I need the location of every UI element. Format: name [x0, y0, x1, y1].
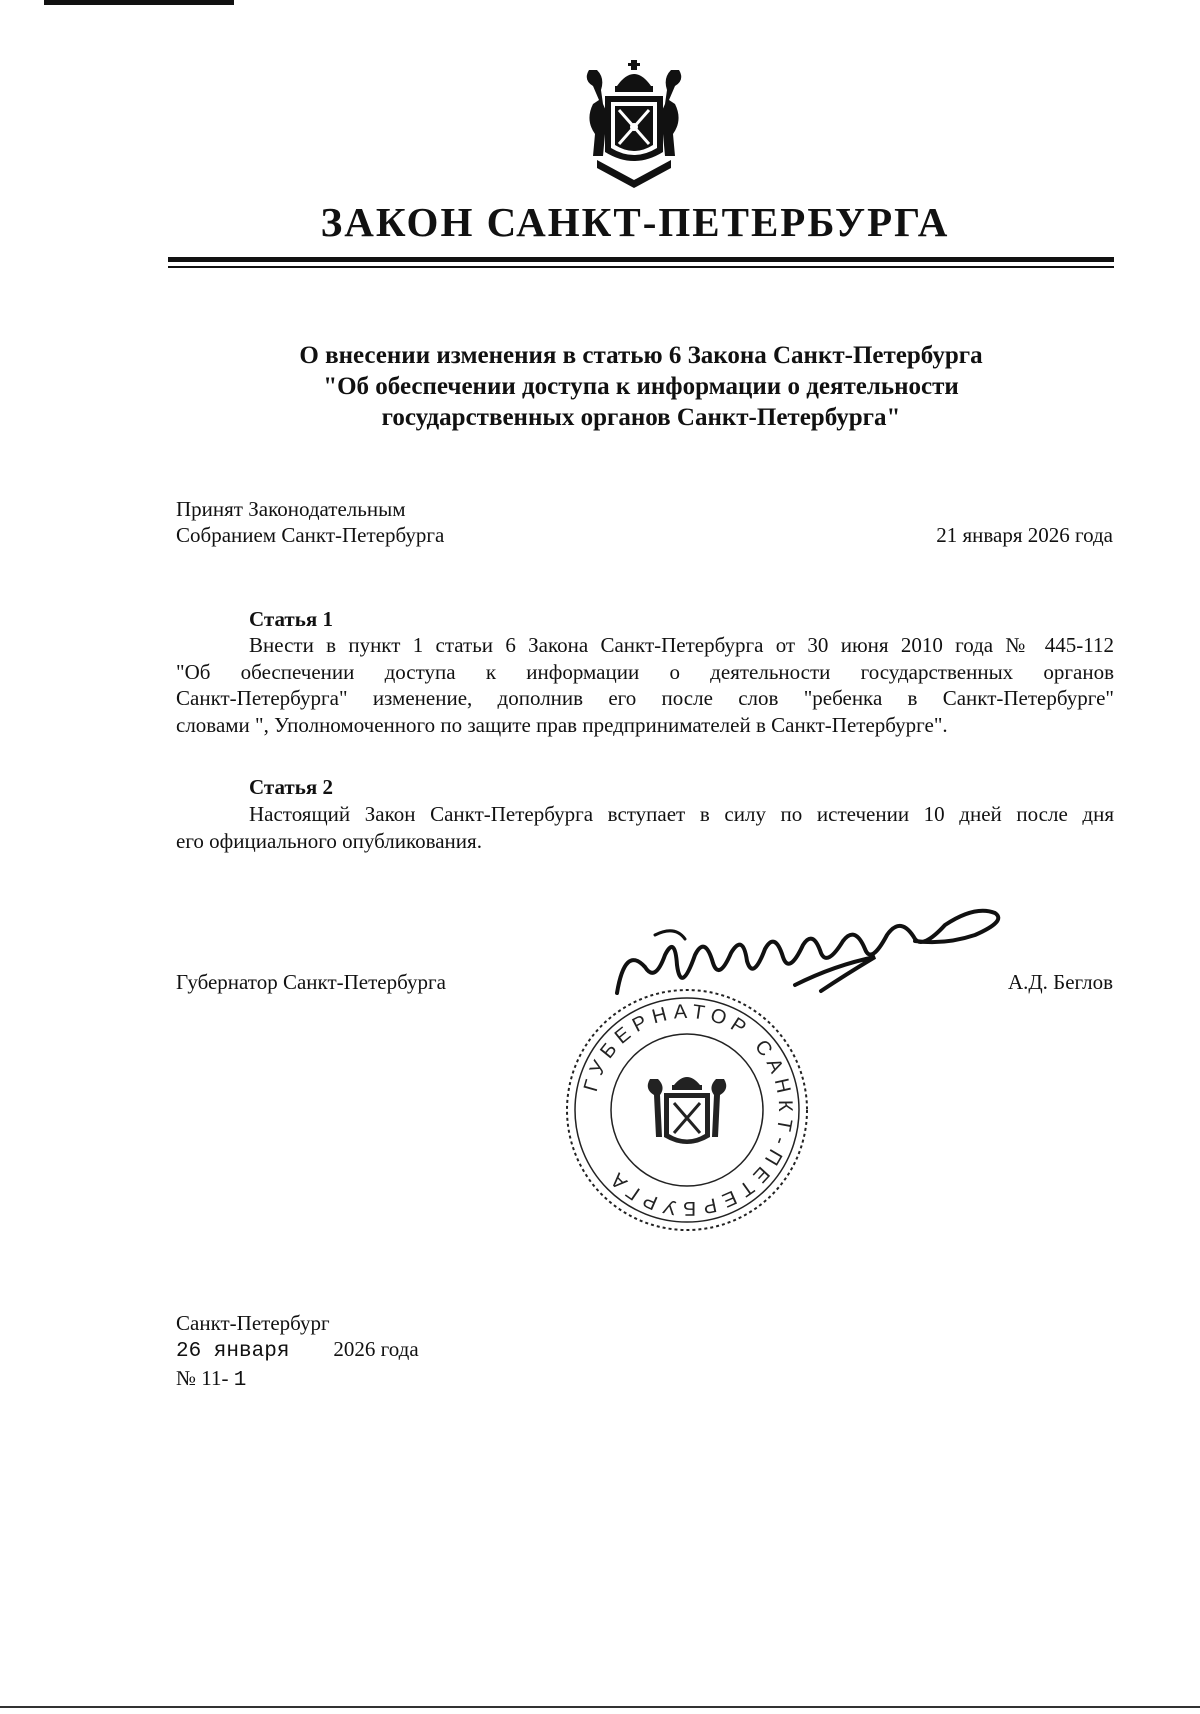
signing-year: 2026 года — [333, 1337, 419, 1361]
official-seal — [562, 985, 812, 1235]
article-1-text — [176, 632, 1114, 738]
signing-date — [176, 1336, 419, 1365]
article-2-heading: Статья 2 — [249, 775, 333, 799]
title-line: "Об обеспечении доступа к информации о деятельности — [323, 373, 959, 400]
signing-place: Санкт-Петербург — [176, 1311, 330, 1335]
article-text-line: его официального опубликования. — [176, 828, 482, 853]
coat-of-arms-emblem — [579, 60, 689, 188]
title-line: О внесении изменения в статью 6 Закона Санкт-Петербурга — [299, 342, 983, 369]
law-number-prefix: № 11- — [176, 1366, 229, 1390]
header-rule-thick — [168, 257, 1114, 262]
scan-edge-mark — [44, 0, 234, 5]
adoption-line: Принят Законодательным — [176, 497, 406, 521]
article-text-line: "Об обеспечении доступа к информации о деятельности государственных органов — [176, 659, 1114, 684]
governor-name: А.Д. Беглов — [1007, 970, 1113, 994]
article-2-text — [176, 801, 1114, 854]
law-number-value: 1 — [233, 1369, 247, 1392]
scan-bottom-edge — [0, 1706, 1200, 1708]
article-text-line: Внести в пункт 1 статьи 6 Закона Санкт-Петербурга от 30 июня 2010 года № 445-112 — [249, 633, 1114, 657]
signing-day-month: 26 января — [176, 1340, 290, 1363]
article-text-line: Настоящий Закон Санкт-Петербурга вступает в силу по истечении 10 дней после дня — [249, 802, 1114, 826]
article-text-line: Санкт-Петербурга" изменение, дополнив его после слов "ребенка в Санкт-Петербурге" — [176, 686, 1114, 710]
law-header: ЗАКОН САНКТ-ПЕТЕРБУРГА — [320, 199, 950, 245]
law-title — [168, 340, 1114, 433]
article-text-line: словами ", Уполномоченного по защите прав предпринимателей в Санкт-Петербурге". — [176, 712, 948, 737]
adoption-statement — [176, 496, 444, 548]
adoption-line: Собранием Санкт-Петербурга — [176, 523, 445, 547]
article-1-heading: Статья 1 — [249, 607, 333, 631]
header-rule-thin — [168, 266, 1114, 268]
seal-text: ГУБЕРНАТОР САНКТ-ПЕТЕРБУРГА — [579, 1000, 797, 1220]
adoption-date: 21 января 2026 года — [936, 523, 1113, 547]
signing-place-block — [176, 1310, 419, 1394]
governor-signature — [615, 905, 1005, 1015]
governor-title: Губернатор Санкт-Петербурга — [176, 970, 446, 994]
law-number — [176, 1365, 419, 1394]
title-line: государственных органов Санкт-Петербурга" — [381, 404, 901, 431]
